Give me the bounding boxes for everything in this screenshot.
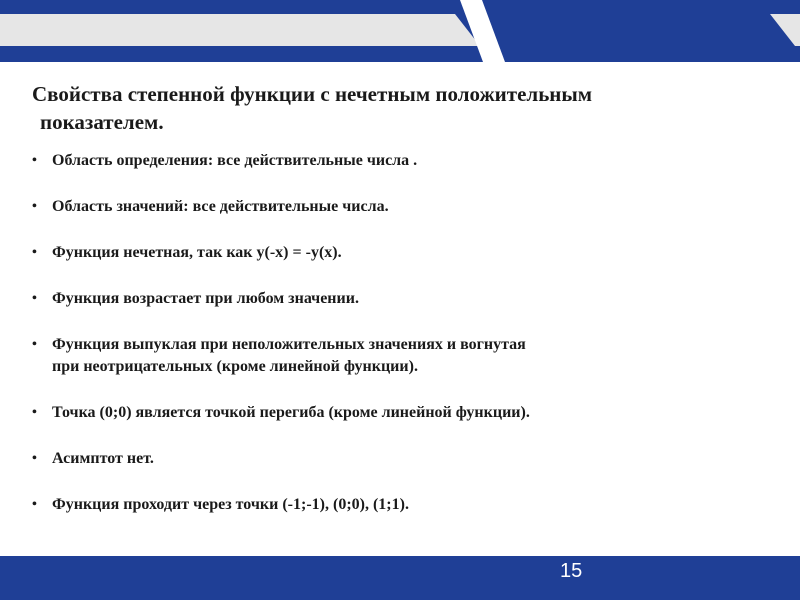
list-item-text: Точка (0;0) является точкой перегиба (кроме линейной функции). (52, 404, 530, 421)
list-item-text: Функция возрастает при любом значении. (52, 290, 359, 307)
bullet-icon: • (32, 497, 37, 512)
header-band (0, 0, 800, 62)
page-number: 15 (560, 560, 583, 582)
list-item (32, 494, 762, 516)
list-item (32, 448, 762, 470)
list-item (32, 334, 762, 378)
list-item-text: Функция выпуклая при неположительных значениях и вогнутая при неотрицательных (кроме линейной функции). (52, 336, 526, 375)
list-item-text: Область значений: все действительные числа. (52, 198, 389, 215)
list-item-text: Область определения: все действительные числа . (52, 152, 418, 169)
properties-list (32, 150, 762, 516)
list-item (32, 196, 762, 218)
list-item (32, 402, 762, 424)
list-item (32, 150, 762, 172)
bullet-icon: • (32, 291, 37, 306)
bullet-icon: • (32, 199, 37, 214)
footer-band (0, 556, 800, 600)
list-item-text: Асимптот нет. (52, 450, 154, 467)
bullet-icon: • (32, 245, 37, 260)
title-line-1: Свойства степенной функции с нечетным положительным (32, 82, 593, 106)
list-item-text: Функция нечетная, так как y(-x) = -y(x). (52, 244, 342, 261)
list-item (32, 288, 762, 310)
slide-content (32, 80, 762, 540)
bullet-icon: • (32, 337, 37, 352)
bullet-icon: • (32, 405, 37, 420)
slide-title (32, 80, 762, 136)
list-item (32, 242, 762, 264)
list-item-text: Функция проходит через точки (-1;-1), (0;0), (1;1). (52, 496, 409, 513)
header-decoration (0, 0, 800, 62)
bullet-icon: • (32, 451, 37, 466)
title-line-2: показателем. (40, 110, 164, 134)
bullet-icon: • (32, 153, 37, 168)
